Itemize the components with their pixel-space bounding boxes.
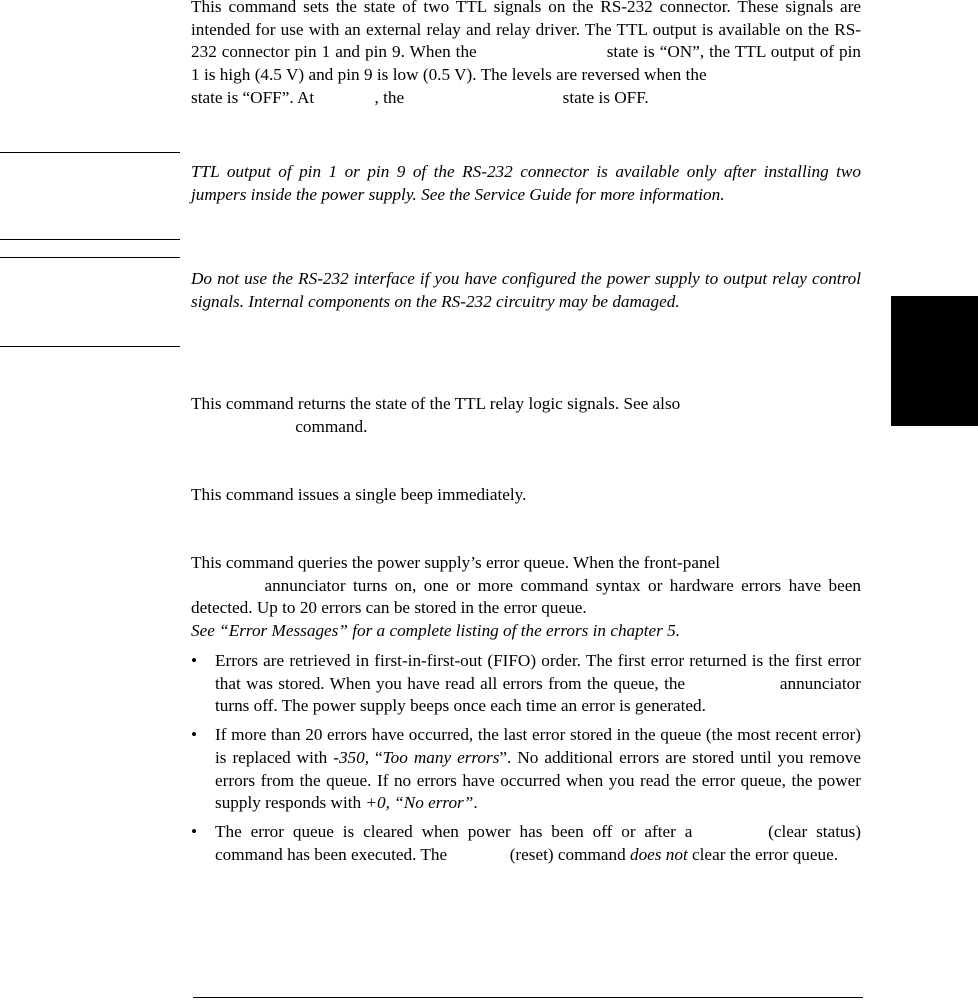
caution-bottom-rule xyxy=(0,346,180,347)
bullet-mark: • xyxy=(191,651,198,670)
relay-description-text-3: state is “OFF”. At xyxy=(191,87,319,107)
relay-description-text-1: This command sets the state of two TTL signals on the RS-232 connector. These signals are intended for use with an external relay and relay driver. The TTL output is available on the RS-232 connector pin 1 and pin 9. When the xyxy=(191,0,861,62)
bullet-2-text-d: . xyxy=(473,793,478,813)
note-top-rule xyxy=(0,152,180,153)
bullet-2-text-b: , “ xyxy=(364,747,383,767)
bullet-2-italic-c: +0, “No error” xyxy=(365,793,474,813)
bullet-2-italic-a: -350 xyxy=(333,747,365,767)
relay-query-description xyxy=(191,393,861,438)
error-query-italic-line: See “Error Messages” for a complete listing of the errors in chapter 5. xyxy=(191,621,681,641)
beep-description xyxy=(191,484,861,507)
bullet-3-text-c: (reset) command xyxy=(505,844,630,864)
bullet-mark: • xyxy=(191,725,198,745)
note-text: TTL output of pin 1 or pin 9 of the RS-232 connector is available only after installing two jumpers inside the power supply. See the Service Guide for more information. xyxy=(191,162,861,204)
relay-query-text-a: This command returns the state of the TTL relay logic signals. See also xyxy=(191,394,681,413)
bullet-2-text-a: If more than 20 errors have occurred, the last error stored in the queue (the most recent error) is replaced with xyxy=(215,725,861,767)
chapter-tab xyxy=(891,296,978,426)
note-block xyxy=(191,161,861,206)
error-query-description xyxy=(191,552,861,643)
bullet-1-text-b: annunciator turns off. The power supply beeps once each time an error is generated. xyxy=(215,673,861,716)
error-query-bullets xyxy=(191,650,861,872)
caution-text: Do not use the RS-232 interface if you have configured the power supply to output relay control signals. Internal components on the RS-232 circuitry may be damaged. xyxy=(191,269,861,311)
relay-description-text-4: , the xyxy=(374,87,409,107)
relay-query-text-b: command. xyxy=(291,416,368,436)
note-bottom-rule xyxy=(0,239,180,240)
relay-description-text-5: state is OFF. xyxy=(558,87,649,107)
bullet-3-text-d: clear the error queue. xyxy=(687,844,839,864)
error-query-text-a: This command queries the power supply’s error queue. When the front-panel xyxy=(191,553,720,572)
bullet-3-text-b: (clear status) command has been executed. The xyxy=(215,821,861,864)
bullet-1-text-a: Errors are retrieved in first-in-first-out (FIFO) order. The first error returned is the first error that was stored. When you have read all errors from the queue, the xyxy=(215,651,861,693)
bullet-mark: • xyxy=(191,821,198,841)
relay-command-description xyxy=(191,0,861,110)
bullet-2-italic-b: Too many errors xyxy=(382,747,500,767)
caution-top-rule xyxy=(0,257,180,258)
beep-text: This command issues a single beep immediately. xyxy=(191,485,527,504)
caution-block xyxy=(191,268,861,313)
bullet-3-text-a: The error queue is cleared when power has been off or after a xyxy=(215,821,702,841)
list-item xyxy=(191,821,861,866)
relay-description-text-2: state is “ON”, the TTL output of pin 1 is high (4.5 V) and pin 9 is low (0.5 V). The levels are reversed when the xyxy=(191,42,861,85)
list-item xyxy=(191,650,861,718)
page-bottom-rule xyxy=(193,997,863,998)
bullet-3-italic-a: does not xyxy=(629,844,688,864)
error-query-text-b: annunciator turns on, one or more command syntax or hardware errors have been detected. Up to 20 errors can be stored in the error queue. xyxy=(191,575,861,618)
list-item xyxy=(191,724,861,815)
bullet-2-text-c: ”. No additional errors are stored until you remove errors from the queue. If no errors have occurred when you read the error queue, the power supply responds with xyxy=(215,747,861,813)
